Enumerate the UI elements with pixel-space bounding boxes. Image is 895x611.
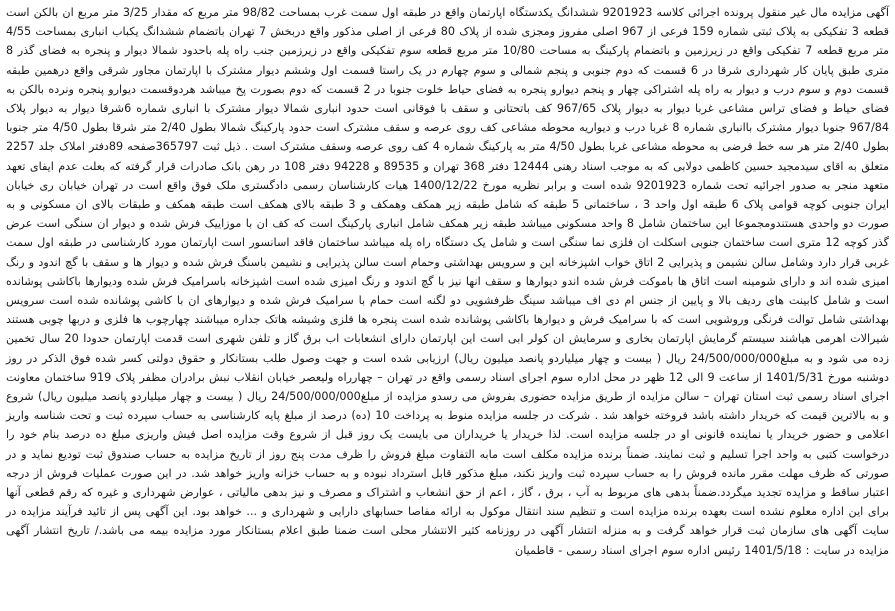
auction-notice-text: آگهی مزایده مال غیر منقول پرونده اجرائی کلاسه 9201923 ششدانگ یکدستگاه اپارتمان واقع در طبقه اول سمت غرب بمساحت 98/82 متر مربع که مقدار 3/25 متر مربع ان بالکن است قطعه 3 تفکیکی به پلاک ثبتی شماره 159 فرعی از 967 اصلی مفروز ومجزی شده از پلاک 80 فرعی از اصلی مذکور واقع دربخش 7 تهران باتضمام ششدانگ یکباب انباری بمساحت 4/55 متر مربع قطعه 7 تفکیکی واقع در زیرزمین و باتضمام پارکینگ به مساحت 10/80 متر مربع قطعه سوم تفکیکی واقع در زیرزمین جنب راه پله باحدود شمالا دیوار و پنجره به فضای گذر 8 متری طبق پایان کار شهرداری شرقا در 6 قسمت که دوم جنوبی و پنجم شمالی و سوم چهارم در یک راستا قسمت اول وششم دیوار مشترک با اپارتمان مجاور شرقی واقع درهمین طبقه قسمت دوم و سوم درب و دیوار به راه پله اشتراکی چهار و پنجم دیوارو پنجره به فضای حیاط خلوت جنوبا در 2 قسمت که دوم بصورت پخ میباشد هردوقسمت دیوارو پنجره ونرده بالکن به فضای حیاط و فضای تراس مشاعی غربا دیوار به دیوار پلاک 967/65 کف باتحتانی و سقف با فوقانی است حدود انباری شمالا دیوار مشترک با انباری شماره 6شرقا دیوار به دیوار پلاک 967/84 جنوبا دیوار مشترک باانباری شماره 8 غربا درب و دیواریه محوطه مشاعی کف روی عرصه و سقف مشترک است حدود پارکینگ شمالا بطول 2/40 متر شرقا بطول 4/50 متر جنوبا بطول 2/40 متر هر سه خط فرضی به محوطه مشاعی غربا بطول 4/50 متر به پارکینگ شماره 4 کف روی عرصه وسقف مشترک است . ذیل ثبت 365797صفحه 89دفتر املاک جلد 2257 متعلق به اقای سیدمجید حسین کاظمی دولابی که به موجب اسناد رهنی 12444 دفتر 368 تهران و 89535 و 94228 دفتر 108 در رهن بانک صادرات قرار گرفته که بعلت عدم ایفای تعهد متعهد منجر به صدور اجرائیه تحت شماره 9201923 شده است و برابر نظریه مورخ 1400/12/22 هیات کارشناسان رسمی دادگستری ملک فوق واقع است در تهران خیابان ری خیابان ایران جنوبی کوچه قوامی پلاک 6 طبقه اول واحد 3 ، ساختمانی 5 طبقه که شامل طبقه زیر همکف وهمکف و 3 طبقه بالای همکف است طبقه همکف و طبقات بالای ان مسکونی و به صورت دو واحدی هستندومجموعا این ساختمان شامل 8 واحد مسکونی میباشد طبقه زیر همکف شامل انباری پارکینگ است که کف ان با موزاییک فرش شده و دیوار ان سنگی است عرض گذر کوچه 12 متری است ساختمان جنوبی اسکلت ان فلزی نما سنگی است و شامل یک دستگاه راه پله میباشد ساختمان فاقد اسانسور است اپارتمان مورد کارشناسی در طبقه اول سمت غربی قرار دارد وشامل سالن نشیمن و پذیرایی 2 اتاق خواب اشپزخانه این و سرویس بهداشتی وحمام است سالن پذیرایی و نشیمن باسنگ فرش شده و دیوار ها و سقف با گچ اندود و رنگ امیزی شده اند و دارای شومینه است اتاق ها باموکت فرش شده اندو دیوارها و سقف انها نیز با گچ اندود و رنگ امیزی شده است اشپزخانه باسرامیک فرش شده ودیوارها باکاشی پوشانده است و شامل کابینت های ردیف بالا و پایین از جنس ام دی اف میباشد سینگ ظرفشویی دو لگنه است حمام با سرامیک فرش شده و دیوارهای ان با کاشی پوشانده شده است سرویس بهداشتی شامل توالت فرنگی وروشویی است که با سرامیک فرش و دیوارها باکاشی پوشانده شده است پنجره ها فلزی وشیشه هاتک جداره میباشند چهارچوب ها فلزی و دربها چوبی هستند شیرالات اهرمی هیاشند سیستم گرمایش اپارتمان بخاری و سرمایش ان کولر ابی است این اپارتمان دارای انشعابات اب برق گاز و تلفن شهری است قدمت اپارتمان حدودا 20 سال تخمین زده می شود و به مبلغ24/500/000/000 ریال ( بیست و چهار میلیاردو پانصد میلیون ریال) ارزیابی شده است و جهت وصول طلب بستانکار و حقوق دولتی کسر شده فوق الذکر در روز دوشنبه مورخ 1401/5/31 از ساعت 9 الی 12 ظهر در محل اداره سوم اجرای اسناد رسمی واقع در تهران – چهارراه ولیعصر خیابان انقلاب نبش برادران مظفر پلاک 919 ساختمان معاونت اجرای اسناد رسمی ثبت استان تهران – سالن مزایده از طریق مزایده حضوری بفروش می رسدو مزایده از مبلغ24/500/000/000 ریال ( بیست و چهار میلیاردو پانصد میلیون ریال) شروع و به بالاترین قیمت که خریدار داشته باشد فروخته خواهد شد . شرکت در جلسه مزایده منوط به پرداخت 10 (ده) درصد از مبلغ پایه کارشناسی به حساب سپرده ثبت و تحت شناسه واریز اعلامی و حضور خریدار یا نماینده قانونی او در جلسه مزایده است. لذا خریدار یا خریداران می بایست یک روز قبل از شروع وقت مزایده اصل فیش واریزی مبلغ ده درصد بنام خود را درخواست کتبی به واحد اجرا تسلیم و ثبت نمایند. ضمناً برنده مزایده مکلف است مابه التفاوت مبلغ فروش را ظرف مدت پنج روز از تاریخ مزایده به حساب صندوق ثبت تودیع نماید و در صورتی که ظرف مهلت مقرر مانده فروش را به حساب سپرده ثبت واریز نکند، مبلغ مذکور قابل استرداد نبوده و به حساب خزانه واریز خواهد شد. در این صورت عملیات فروش از درجه اعتبار ساقط و مزایده تجدید میگردد.ضمناً بدهی های مربوط به آب ، برق ، گاز ، اعم از حق انشعاب و اشتراک و مصرف و نیز بدهی مالیاتی ، عوارض شهرداری و غیره که رقم قطعی آنها برای این اداره معلوم نشده است بعهده برنده مزایده است و تنظیم سند انتقال موکول به ارائه مفاصا حسابهای دارایی و شهرداری و ... خواهد بود. این آگهی پس از تائید فرآیند مزایده در سایت آگهی های سازمان ثبت قرار خواهد گرفت و به منزله انتشار آگهی در روزنامه کثیر الانتشار محلی است ضمنا طبق اعلام بستانکار مورد مزایده بیمه می باشد./ تاریخ انتشار آگهی مزایده در سایت : 1401/5/18 رئیس اداره سوم اجرای اسناد رسمی - قاطمیان [6, 6, 890, 557]
